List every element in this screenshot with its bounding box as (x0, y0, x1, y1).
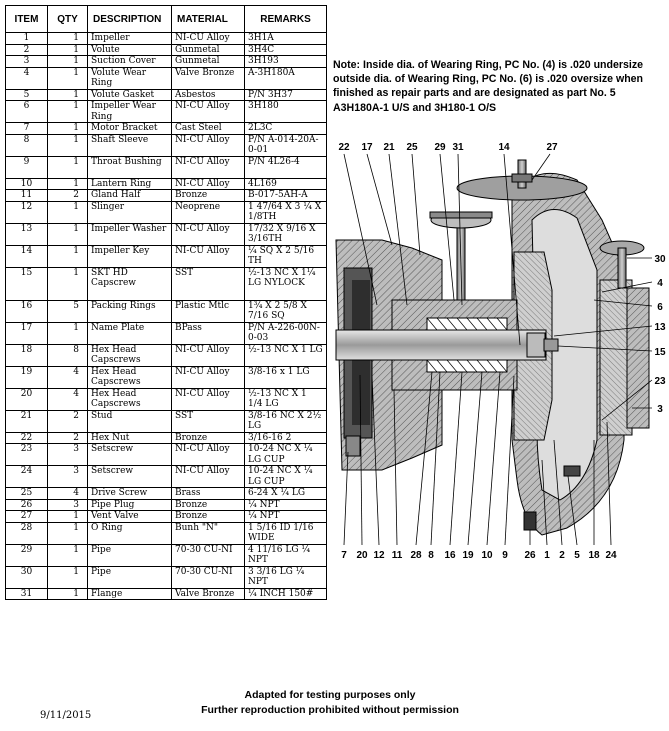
qty-cell: 2 (48, 432, 88, 444)
item-cell: 28 (6, 522, 48, 544)
description-cell: Slinger (88, 201, 172, 223)
table-row (6, 156, 327, 178)
description-cell: Impeller Washer (88, 223, 172, 245)
callout-label: 1 (544, 550, 550, 561)
remarks-cell: P/N 3H37 (245, 89, 327, 101)
remarks-cell: ½-13 NC X 1¼ LG NYLOCK (245, 267, 327, 300)
header-remarks: REMARKS (245, 6, 327, 33)
item-cell: 30 (6, 566, 48, 588)
material-cell: NI-CU Alloy (172, 101, 245, 123)
material-cell: Gunmetal (172, 44, 245, 56)
item-cell: 2 (6, 44, 48, 56)
callout-label: 19 (462, 550, 474, 561)
table-row (6, 344, 327, 366)
footer-notice (160, 688, 500, 718)
remarks-cell: 1 5/16 ID 1/16 WIDE (245, 522, 327, 544)
table-row (6, 223, 327, 245)
remarks-cell: 17/32 X 9/16 X 3/16TH (245, 223, 327, 245)
callout-label: 11 (391, 550, 403, 561)
footer-line-1: Adapted for testing purposes only (244, 689, 416, 701)
description-cell: Drive Screw (88, 488, 172, 500)
document-date: 9/11/2015 (40, 710, 92, 721)
description-cell: Setscrew (88, 444, 172, 466)
callout-label: 23 (654, 376, 666, 387)
description-cell: Volute Wear Ring (88, 67, 172, 89)
table-row (6, 488, 327, 500)
description-cell: Suction Cover (88, 56, 172, 68)
remarks-cell: 4L169 (245, 178, 327, 190)
item-cell: 14 (6, 245, 48, 267)
item-cell: 5 (6, 89, 48, 101)
material-cell: NI-CU Alloy (172, 245, 245, 267)
description-cell: Hex Head Capscrews (88, 366, 172, 388)
callout-label: 9 (502, 550, 508, 561)
callout-label: 4 (657, 278, 663, 289)
qty-cell: 4 (48, 366, 88, 388)
qty-cell: 3 (48, 499, 88, 511)
callout-label: 2 (559, 550, 565, 561)
description-cell: Setscrew (88, 466, 172, 488)
remarks-cell: ¼ SQ X 2 5/16 TH (245, 245, 327, 267)
table-row (6, 522, 327, 544)
callout-label: 14 (498, 142, 510, 153)
table-row (6, 44, 327, 56)
callout-label: 16 (444, 550, 456, 561)
material-cell: 70-30 CU-NI (172, 566, 245, 588)
callouts-bottom (341, 550, 617, 561)
table-row (6, 410, 327, 432)
callout-label: 21 (383, 142, 395, 153)
material-cell: Bronze (172, 190, 245, 202)
description-cell: Lantern Ring (88, 178, 172, 190)
item-cell: 22 (6, 432, 48, 444)
callouts-right (654, 254, 666, 415)
item-cell: 26 (6, 499, 48, 511)
item-cell: 7 (6, 123, 48, 135)
item-cell: 8 (6, 134, 48, 156)
item-cell: 15 (6, 267, 48, 300)
material-cell: NI-CU Alloy (172, 466, 245, 488)
item-cell: 6 (6, 101, 48, 123)
description-cell: Pipe (88, 544, 172, 566)
qty-cell: 1 (48, 156, 88, 178)
table-row (6, 267, 327, 300)
item-cell: 20 (6, 388, 48, 410)
description-cell: Stud (88, 410, 172, 432)
callout-label: 20 (356, 550, 368, 561)
callout-label: 31 (452, 142, 464, 153)
remarks-cell: 1 47/64 X 3 ¼ X 1/8TH (245, 201, 327, 223)
qty-cell: 1 (48, 267, 88, 300)
header-material: MATERIAL (172, 6, 245, 33)
description-cell: Gland Half (88, 190, 172, 202)
description-cell: Impeller Wear Ring (88, 101, 172, 123)
callout-label: 6 (657, 302, 663, 313)
description-cell: Name Plate (88, 322, 172, 344)
remarks-cell: 3H193 (245, 56, 327, 68)
table-row (6, 190, 327, 202)
material-cell: NI-CU Alloy (172, 178, 245, 190)
table-row (6, 300, 327, 322)
material-cell: Brass (172, 488, 245, 500)
material-cell: Plastic Mtlc (172, 300, 245, 322)
material-cell: NI-CU Alloy (172, 134, 245, 156)
table-row (6, 134, 327, 156)
table-row (6, 366, 327, 388)
remarks-cell: B-017-5AH-A (245, 190, 327, 202)
qty-cell: 8 (48, 344, 88, 366)
material-cell: NI-CU Alloy (172, 33, 245, 45)
remarks-cell: ½-13 NC X 1 1/4 LG (245, 388, 327, 410)
item-cell: 21 (6, 410, 48, 432)
item-cell: 19 (6, 366, 48, 388)
qty-cell: 1 (48, 588, 88, 600)
material-cell: Bronze (172, 499, 245, 511)
table-row (6, 499, 327, 511)
qty-cell: 1 (48, 245, 88, 267)
table-header-row (6, 6, 327, 33)
qty-cell: 1 (48, 89, 88, 101)
header-description: DESCRIPTION (88, 6, 172, 33)
description-cell: Hex Nut (88, 432, 172, 444)
callout-label: 26 (524, 550, 536, 561)
remarks-cell: ¼ NPT (245, 511, 327, 523)
qty-cell: 1 (48, 44, 88, 56)
callout-label: 5 (574, 550, 580, 561)
qty-cell: 1 (48, 201, 88, 223)
header-qty: QTY (48, 6, 88, 33)
remarks-cell: 3H180 (245, 101, 327, 123)
item-cell: 31 (6, 588, 48, 600)
table-row (6, 67, 327, 89)
callout-label: 24 (605, 550, 617, 561)
remarks-cell: 10-24 NC X ¼ LG CUP (245, 444, 327, 466)
description-cell: Flange (88, 588, 172, 600)
description-cell: Pipe Plug (88, 499, 172, 511)
material-cell: Bronze (172, 511, 245, 523)
qty-cell: 1 (48, 522, 88, 544)
item-cell: 11 (6, 190, 48, 202)
qty-cell: 1 (48, 223, 88, 245)
remarks-cell: A-3H180A (245, 67, 327, 89)
remarks-cell: P/N 4L26-4 (245, 156, 327, 178)
callout-label: 28 (410, 550, 422, 561)
description-cell: Motor Bracket (88, 123, 172, 135)
table-row (6, 322, 327, 344)
item-cell: 13 (6, 223, 48, 245)
qty-cell: 1 (48, 101, 88, 123)
table-row (6, 56, 327, 68)
table-row (6, 178, 327, 190)
material-cell: Bronze (172, 432, 245, 444)
material-cell: Bunh "N" (172, 522, 245, 544)
material-cell: NI-CU Alloy (172, 388, 245, 410)
top-handwheel (457, 160, 587, 200)
item-cell: 18 (6, 344, 48, 366)
item-cell: 29 (6, 544, 48, 566)
table-row (6, 89, 327, 101)
description-cell: Packing Rings (88, 300, 172, 322)
callout-label: 13 (654, 322, 666, 333)
remarks-cell: 3H4C (245, 44, 327, 56)
qty-cell: 4 (48, 488, 88, 500)
material-cell: SST (172, 267, 245, 300)
material-cell: Cast Steel (172, 123, 245, 135)
table-row (6, 588, 327, 600)
qty-cell: 1 (48, 33, 88, 45)
qty-cell: 1 (48, 322, 88, 344)
callout-label: 8 (428, 550, 434, 561)
qty-cell: 1 (48, 67, 88, 89)
description-cell: SKT HD Capscrew (88, 267, 172, 300)
remarks-cell: ½-13 NC X 1 LG (245, 344, 327, 366)
material-cell: BPass (172, 322, 245, 344)
parts-list-body (6, 33, 327, 600)
remarks-cell: 3 3/16 LG ¼ NPT (245, 566, 327, 588)
qty-cell: 5 (48, 300, 88, 322)
remarks-cell: 1¾ X 2 5/8 X 7/16 SQ (245, 300, 327, 322)
table-row (6, 201, 327, 223)
table-row (6, 123, 327, 135)
callout-label: 15 (654, 347, 666, 358)
material-cell: Valve Bronze (172, 67, 245, 89)
description-cell: Throat Bushing (88, 156, 172, 178)
qty-cell: 3 (48, 466, 88, 488)
table-row (6, 245, 327, 267)
callout-label: 25 (406, 142, 418, 153)
item-cell: 27 (6, 511, 48, 523)
table-row (6, 566, 327, 588)
remarks-cell: 3H1A (245, 33, 327, 45)
material-cell: SST (172, 410, 245, 432)
description-cell: Impeller Key (88, 245, 172, 267)
remarks-cell: 10-24 NC X ¼ LG CUP (245, 466, 327, 488)
description-cell: Vent Valve (88, 511, 172, 523)
qty-cell: 2 (48, 410, 88, 432)
remarks-cell: P/N A-226-00N-0-03 (245, 322, 327, 344)
pump-cross-section-drawing (332, 140, 669, 565)
material-cell: NI-CU Alloy (172, 344, 245, 366)
table-row (6, 388, 327, 410)
material-cell: NI-CU Alloy (172, 444, 245, 466)
material-cell: Gunmetal (172, 56, 245, 68)
table-row (6, 444, 327, 466)
callout-label: 3 (657, 404, 663, 415)
material-cell: Valve Bronze (172, 588, 245, 600)
callout-label: 27 (546, 142, 558, 153)
qty-cell: 2 (48, 190, 88, 202)
item-cell: 3 (6, 56, 48, 68)
description-cell: O Ring (88, 522, 172, 544)
item-cell: 1 (6, 33, 48, 45)
remarks-cell: 3/16-16 2 (245, 432, 327, 444)
qty-cell: 1 (48, 511, 88, 523)
description-cell: Impeller (88, 33, 172, 45)
remarks-cell: 6-24 X ¼ LG (245, 488, 327, 500)
qty-cell: 1 (48, 56, 88, 68)
item-cell: 25 (6, 488, 48, 500)
callout-label: 10 (481, 550, 493, 561)
remarks-cell: P/N A-014-20A-0-01 (245, 134, 327, 156)
qty-cell: 4 (48, 388, 88, 410)
material-cell: NI-CU Alloy (172, 366, 245, 388)
remarks-cell: ¼ INCH 150# (245, 588, 327, 600)
description-cell: Shaft Sleeve (88, 134, 172, 156)
table-row (6, 33, 327, 45)
item-cell: 10 (6, 178, 48, 190)
item-cell: 4 (6, 67, 48, 89)
material-cell: 70-30 CU-NI (172, 544, 245, 566)
item-cell: 12 (6, 201, 48, 223)
table-row (6, 466, 327, 488)
material-cell: NI-CU Alloy (172, 156, 245, 178)
table-row (6, 544, 327, 566)
qty-cell: 1 (48, 544, 88, 566)
callout-label: 17 (361, 142, 373, 153)
material-cell: Asbestos (172, 89, 245, 101)
item-cell: 16 (6, 300, 48, 322)
callout-label: 29 (434, 142, 446, 153)
table-row (6, 432, 327, 444)
pump-shaft (336, 330, 558, 360)
material-cell: NI-CU Alloy (172, 223, 245, 245)
table-row (6, 511, 327, 523)
remarks-cell: 3/8-16 NC X 2½ LG (245, 410, 327, 432)
description-cell: Volute Gasket (88, 89, 172, 101)
material-cell: Neoprene (172, 201, 245, 223)
callout-label: 7 (341, 550, 347, 561)
remarks-cell: 4 11/16 LG ¼ NPT (245, 544, 327, 566)
qty-cell: 1 (48, 134, 88, 156)
remarks-cell: 2L3C (245, 123, 327, 135)
description-cell: Hex Head Capscrews (88, 388, 172, 410)
footer-line-2: Further reproduction prohibited without permission (201, 704, 459, 716)
callouts-top (338, 142, 558, 153)
parts-list-table (5, 5, 327, 600)
item-cell: 9 (6, 156, 48, 178)
description-cell: Hex Head Capscrews (88, 344, 172, 366)
remarks-cell: ¼ NPT (245, 499, 327, 511)
item-cell: 17 (6, 322, 48, 344)
table-row (6, 101, 327, 123)
description-cell: Pipe (88, 566, 172, 588)
qty-cell: 3 (48, 444, 88, 466)
callout-label: 12 (373, 550, 385, 561)
qty-cell: 1 (48, 566, 88, 588)
repair-note: Note: Inside dia. of Wearing Ring, PC No. (4) is .020 undersize outside dia. of Wearing Ring, PC No. (6) is .020 oversize when finished as repair parts and are designated as part No. 5 A3H180A-1 U/S and 3H180-1 O/S (333, 59, 644, 114)
remarks-cell: 3/8-16 x 1 LG (245, 366, 327, 388)
qty-cell: 1 (48, 123, 88, 135)
item-cell: 23 (6, 444, 48, 466)
qty-cell: 1 (48, 178, 88, 190)
callout-label: 18 (588, 550, 600, 561)
description-cell: Volute (88, 44, 172, 56)
header-item: ITEM (6, 6, 48, 33)
callout-label: 30 (654, 254, 666, 265)
item-cell: 24 (6, 466, 48, 488)
callout-label: 22 (338, 142, 350, 153)
